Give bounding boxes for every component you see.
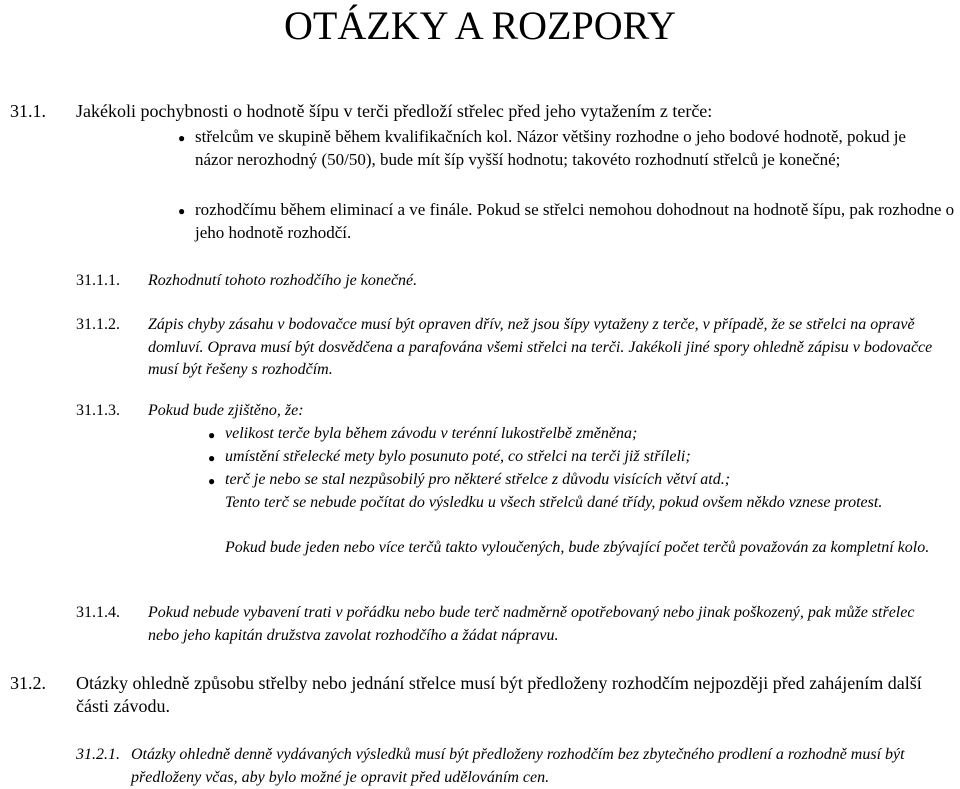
section-text-31-1-2: Zápis chyby zásahu v bodovačce musí být opraven dřív, než jsou šípy vytaženy z terče, v případě, že se střelci na opravě domluví. Oprava musí být dosvědčena a parafována všemi střelci na terči. Jakékoli jiné spory ohledně zápisu v bodovačce musí být řešeny s rozhodčím. [148, 316, 933, 378]
bullet-icon: ● [208, 428, 216, 442]
section-number-31-1: 31.1. [10, 101, 46, 121]
section-text-31-1-4: Pokud nebude vybavení trati v pořádku nebo bude terč nadměrně opotřebovaný nebo jinak poškozený, pak může střelec nebo jeho kapitán družstva zavolat rozhodčího a žádat nápravu. [148, 604, 915, 644]
section-number-31-1-2: 31.1.2. [76, 316, 120, 333]
section-text-31-1-1: Rozhodnutí tohoto rozhodčího je konečné. [148, 272, 418, 289]
section-number-31-2: 31.2. [10, 673, 46, 693]
bullet-icon: ● [208, 474, 216, 488]
section-number-31-1-4: 31.1.4. [76, 604, 120, 621]
section-31-1-bullet-2: rozhodčímu během eliminací a ve finále. Pokud se střelci nemohou dohodnout na hodnotě šípu, pak rozhodne o jeho hodnotě rozhodčí. [195, 200, 955, 242]
section-31-1-3-bullet-2: umístění střelecké mety bylo posunuto poté, co střelci na terči již stříleli; [225, 448, 691, 465]
section-number-31-2-1: 31.2.1. [76, 746, 120, 763]
bullet-icon: ● [208, 451, 216, 465]
section-text-31-1: Jakékoli pochybnosti o hodnotě šípu v terči předloží střelec před jeho vytažením z terče: [76, 101, 713, 121]
bullet-icon: ● [178, 131, 186, 145]
section-31-1-3-paragraph-2: Pokud bude jeden nebo více terčů takto vyloučených, bude zbývající počet terčů považován za kompletní kolo. [225, 539, 930, 556]
page-title: OTÁZKY A ROZPORY [284, 3, 676, 48]
section-31-1-bullet-1: střelcům ve skupině během kvalifikačních kol. Názor většiny rozhodne o jeho bodové hodnotě, pokud je názor nerozhodný (50/50), bude mít šíp vyšší hodnotu; takovéto rozhodnutí střelců je konečné; [195, 127, 906, 169]
section-31-1-3-bullet-3: terč je nebo se stal nezpůsobilý pro některé střelce z důvodu visících větví atd.; [225, 471, 731, 488]
section-text-31-2-1: Otázky ohledně denně vydávaných výsledků musí být předloženy rozhodčím bez zbytečného prodlení a rozhodně musí být předloženy včas, aby bylo možné je opravit před udělováním cen. [131, 746, 905, 786]
section-number-31-1-1: 31.1.1. [76, 272, 120, 289]
section-text-31-1-3: Pokud bude zjištěno, že: [148, 402, 304, 419]
section-31-1-3-paragraph-1: Tento terč se nebude počítat do výsledku u všech střelců dané třídy, pokud ovšem někdo vznese protest. [225, 494, 883, 511]
section-text-31-2: Otázky ohledně způsobu střelby nebo jednání střelce musí být předloženy rozhodčím nejpozději před zahájením další části závodu. [76, 673, 922, 716]
section-number-31-1-3: 31.1.3. [76, 402, 120, 419]
bullet-icon: ● [178, 204, 186, 218]
section-31-1-3-bullet-1: velikost terče byla během závodu v terénní lukostřelbě změněna; [225, 425, 638, 442]
